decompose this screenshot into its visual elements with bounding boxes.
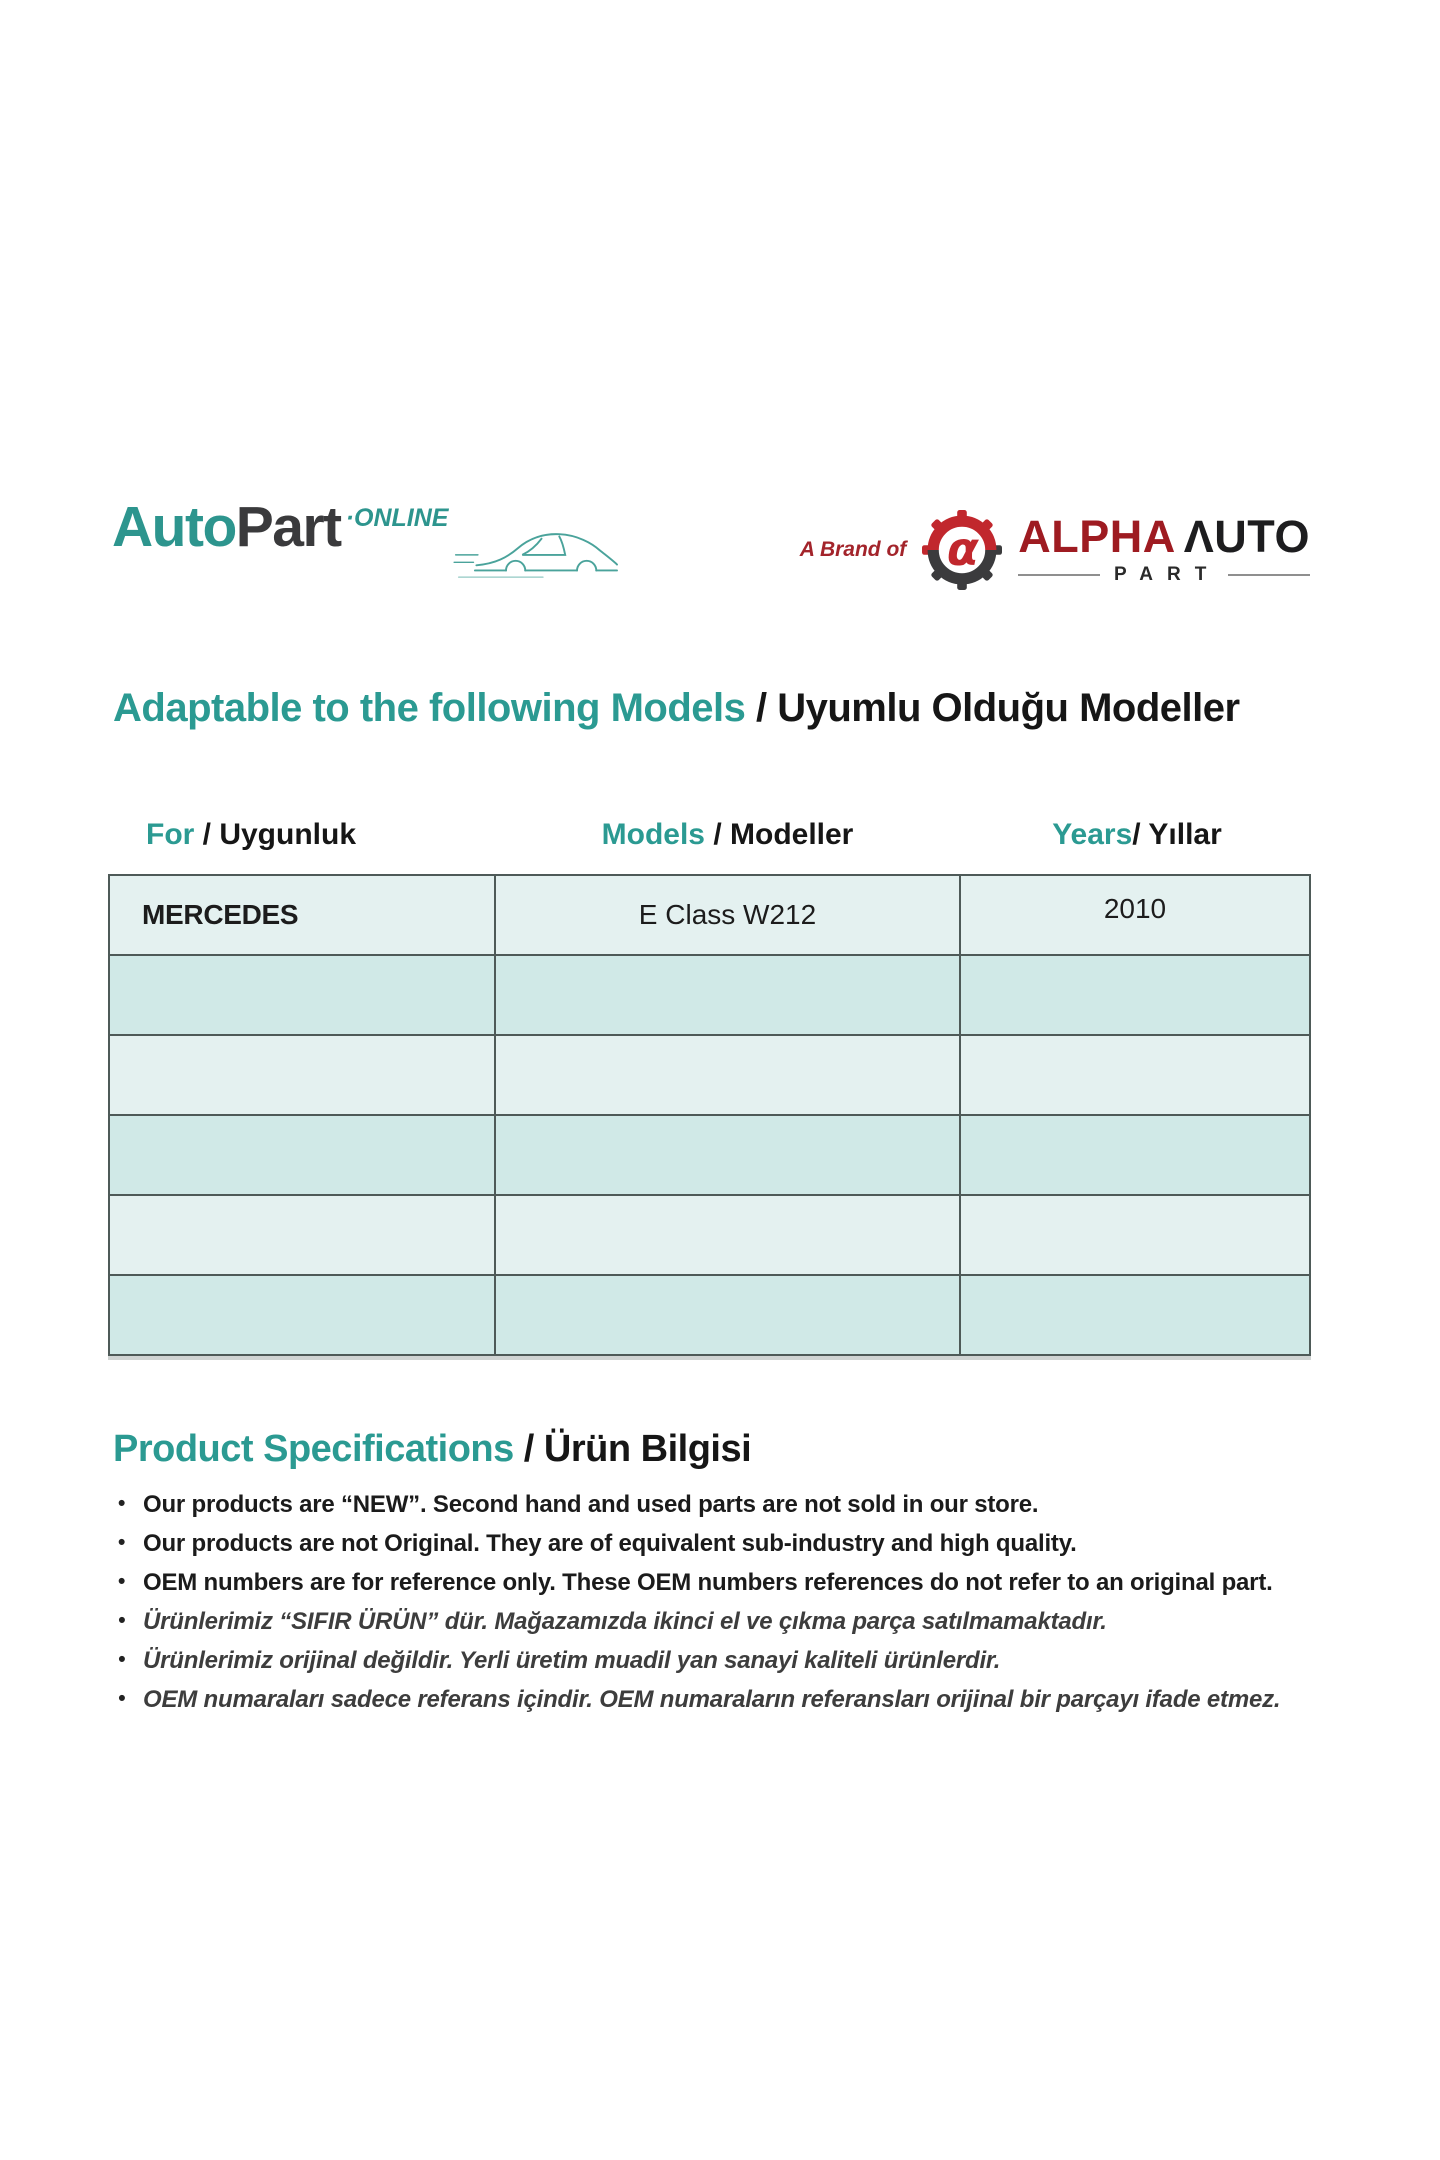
alpha-symbol: α: [947, 522, 980, 577]
cell-years: [961, 1116, 1309, 1194]
cell-for: [110, 1276, 494, 1354]
table-row: [110, 1194, 1309, 1274]
logo-word-auto: Auto: [112, 495, 236, 559]
spec-bullet-tr-2: • Ürünlerimiz orijinal değildir. Yerli üretim muadil yan sanayi kaliteli ürünlerdir.: [113, 1646, 1353, 1676]
spec-bullet-en-1: • Our products are “NEW”. Second hand and used parts are not sold in our store.: [113, 1490, 1353, 1520]
column-header-for: For / Uygunluk: [146, 818, 357, 851]
spec-bullet-tr-3: • OEM numaraları sadece referans içindir. OEM numaraların referansları orijinal bir parçayı ifade etmez.: [113, 1685, 1353, 1715]
brand-wordmark: [1018, 511, 1310, 586]
compatibility-table: [108, 874, 1311, 1356]
cell-for: [110, 1036, 494, 1114]
brand-prefix-label: A Brand of: [799, 538, 907, 561]
cell-model: E Class W212: [494, 876, 961, 954]
cell-for: [110, 1196, 494, 1274]
table-row: [110, 1034, 1309, 1114]
cell-for: MERCEDES: [142, 899, 299, 930]
cell-model: [494, 1196, 961, 1274]
logo-word-part: Part: [235, 495, 341, 559]
table-row: [110, 876, 1309, 954]
logo-suffix-online: ·ONLINE: [345, 504, 449, 532]
brand-sub-part: PART: [1114, 564, 1221, 585]
alpha-gear-icon: [922, 510, 1002, 590]
models-section-title: [113, 686, 1240, 731]
brand-name-alpha: ALPHA: [1018, 511, 1176, 562]
brand-sub-row: [1018, 564, 1310, 586]
specs-section-title: [113, 1428, 751, 1471]
autopart-logo: [112, 495, 638, 586]
header: [112, 495, 1310, 618]
autopart-wordmark: [112, 495, 449, 559]
spec-bullet-en-3: • OEM numbers are for reference only. These OEM numbers references do not refer to an original part.: [113, 1568, 1353, 1598]
table-row: [110, 954, 1309, 1034]
spec-bullet-en-2: • Our products are not Original. They are of equivalent sub-industry and high quality.: [113, 1529, 1353, 1559]
specs-title-tr: / Ürün Bilgisi: [513, 1428, 752, 1470]
table-row: [110, 1274, 1309, 1354]
cell-model: [494, 1036, 961, 1114]
table-header-row: [110, 818, 1313, 852]
cell-years: [961, 1196, 1309, 1274]
cell-years: [961, 956, 1309, 1034]
cell-years: [961, 1276, 1309, 1354]
specs-title-en: Product Specifications: [113, 1428, 514, 1470]
cell-years: [961, 1036, 1309, 1114]
cell-model: [494, 1276, 961, 1354]
cell-model: [494, 1116, 961, 1194]
rule-right: [1228, 574, 1310, 576]
table-row: [110, 1114, 1309, 1194]
cell-years: 2010: [1103, 893, 1167, 924]
models-title-en: Adaptable to the following Models: [113, 686, 746, 730]
spec-bullet-tr-1: • Ürünlerimiz “SIFIR ÜRÜN” dür. Mağazamızda ikinci el ve çıkma parça satılmamaktadır.: [113, 1607, 1353, 1637]
rule-left: [1018, 574, 1100, 576]
cell-model: [494, 956, 961, 1034]
spec-bullet-list: [113, 1490, 1353, 1724]
alpha-auto-brand: [800, 510, 1310, 590]
car-outline-icon: [448, 512, 638, 586]
models-title-tr: / Uyumlu Olduğu Modeller: [745, 686, 1240, 730]
column-header-models: Models / Modeller: [601, 818, 854, 851]
brand-name-auto: ΛUTO: [1183, 511, 1310, 562]
column-header-years: Years/ Yıllar: [1052, 818, 1222, 851]
cell-for: [110, 956, 494, 1034]
cell-for: [110, 1116, 494, 1194]
